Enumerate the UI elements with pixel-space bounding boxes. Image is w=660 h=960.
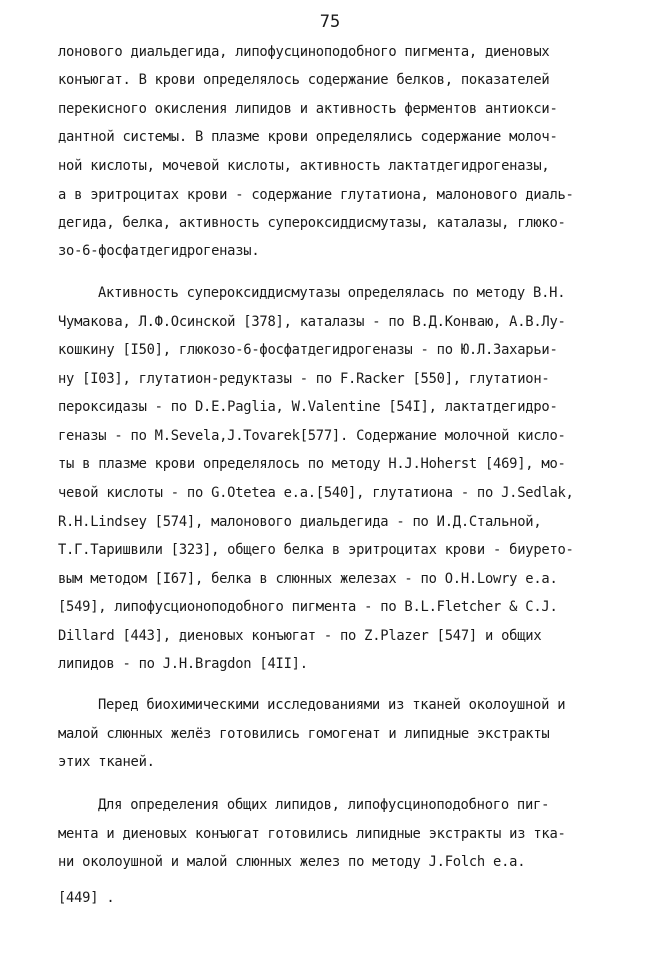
text-line: Перед биохимическими исследованиями из тканей околоушной и: [98, 697, 566, 713]
text-line: [549], липофусционоподобного пигмента - по B.L.Fletcher & C.J.: [58, 599, 558, 615]
text-line: пероксидазы - по D.E.Paglia, W.Valentine [54I], лактатдегидро-: [58, 399, 558, 415]
text-line: лонового диальдегида, липофусциноподобного пигмента, диеновых: [58, 44, 550, 60]
text-line: Чумакова, Л.Ф.Осинской [378], каталазы - по В.Д.Конваю, А.В.Лу-: [58, 314, 566, 330]
text-line: R.H.Lindsey [574], малонового диальдегида - по И.Д.Стальной,: [58, 514, 542, 530]
text-line: дантной системы. В плазме крови определялись содержание молоч-: [58, 129, 558, 145]
text-line: зо-6-фосфатдегидрогеназы.: [58, 243, 260, 259]
text-line: геназы - по M.Sevela,J.Tovarek[577]. Содержание молочной кисло-: [58, 428, 566, 444]
page-number: 75: [319, 12, 341, 32]
text-line: ну [I03], глутатион-редуктазы - по F.Racker [550], глутатион-: [58, 371, 550, 387]
text-line: конъюгат. В крови определялось содержание белков, показателей: [58, 72, 550, 88]
text-line: ни околоушной и малой слюнных желез по методу J.Folch e.a.: [58, 854, 526, 870]
text-line: кошкину [I50], глюкозо-6-фосфатдегидрогеназы - по Ю.Л.Захарьи-: [58, 342, 558, 358]
text-line: малой слюнных желёз готовились гомогенат и липидные экстракты: [58, 726, 550, 742]
text-line: [449] .: [58, 890, 115, 906]
text-line: ты в плазме крови определялось по методу H.J.Hoherst [469], мо-: [58, 456, 566, 472]
text-line: мента и диеновых конъюгат готовились липидные экстракты из тка-: [58, 826, 566, 842]
text-line: ной кислоты, мочевой кислоты, активность лактатдегидрогеназы,: [58, 158, 550, 174]
text-line: дегида, белка, активность супероксиддисмутазы, каталазы, глюко-: [58, 215, 566, 231]
text-line: а в эритроцитах крови - содержание глутатиона, малонового диаль-: [58, 187, 574, 203]
text-line: Активность супероксиддисмутазы определялась по методу В.Н.: [98, 285, 566, 301]
text-line: Dillard [443], диеновых конъюгат - по Z.Plazer [547] и общих: [58, 628, 542, 644]
text-line: этих тканей.: [58, 754, 155, 770]
text-line: вым методом [I67], белка в слюнных железах - по O.H.Lowry e.a.: [58, 571, 558, 587]
text-line: чевой кислоты - по G.Otetea e.a.[540], глутатиона - по J.Sedlak,: [58, 485, 574, 501]
text-line: перекисного окисления липидов и активность ферментов антиокси-: [58, 101, 558, 117]
text-line: Т.Г.Таришвили [323], общего белка в эритроцитах крови - биурето-: [58, 542, 574, 558]
text-line: липидов - по J.H.Bragdon [4II].: [58, 656, 308, 672]
text-line: Для определения общих липидов, липофусциноподобного пиг-: [98, 797, 550, 813]
